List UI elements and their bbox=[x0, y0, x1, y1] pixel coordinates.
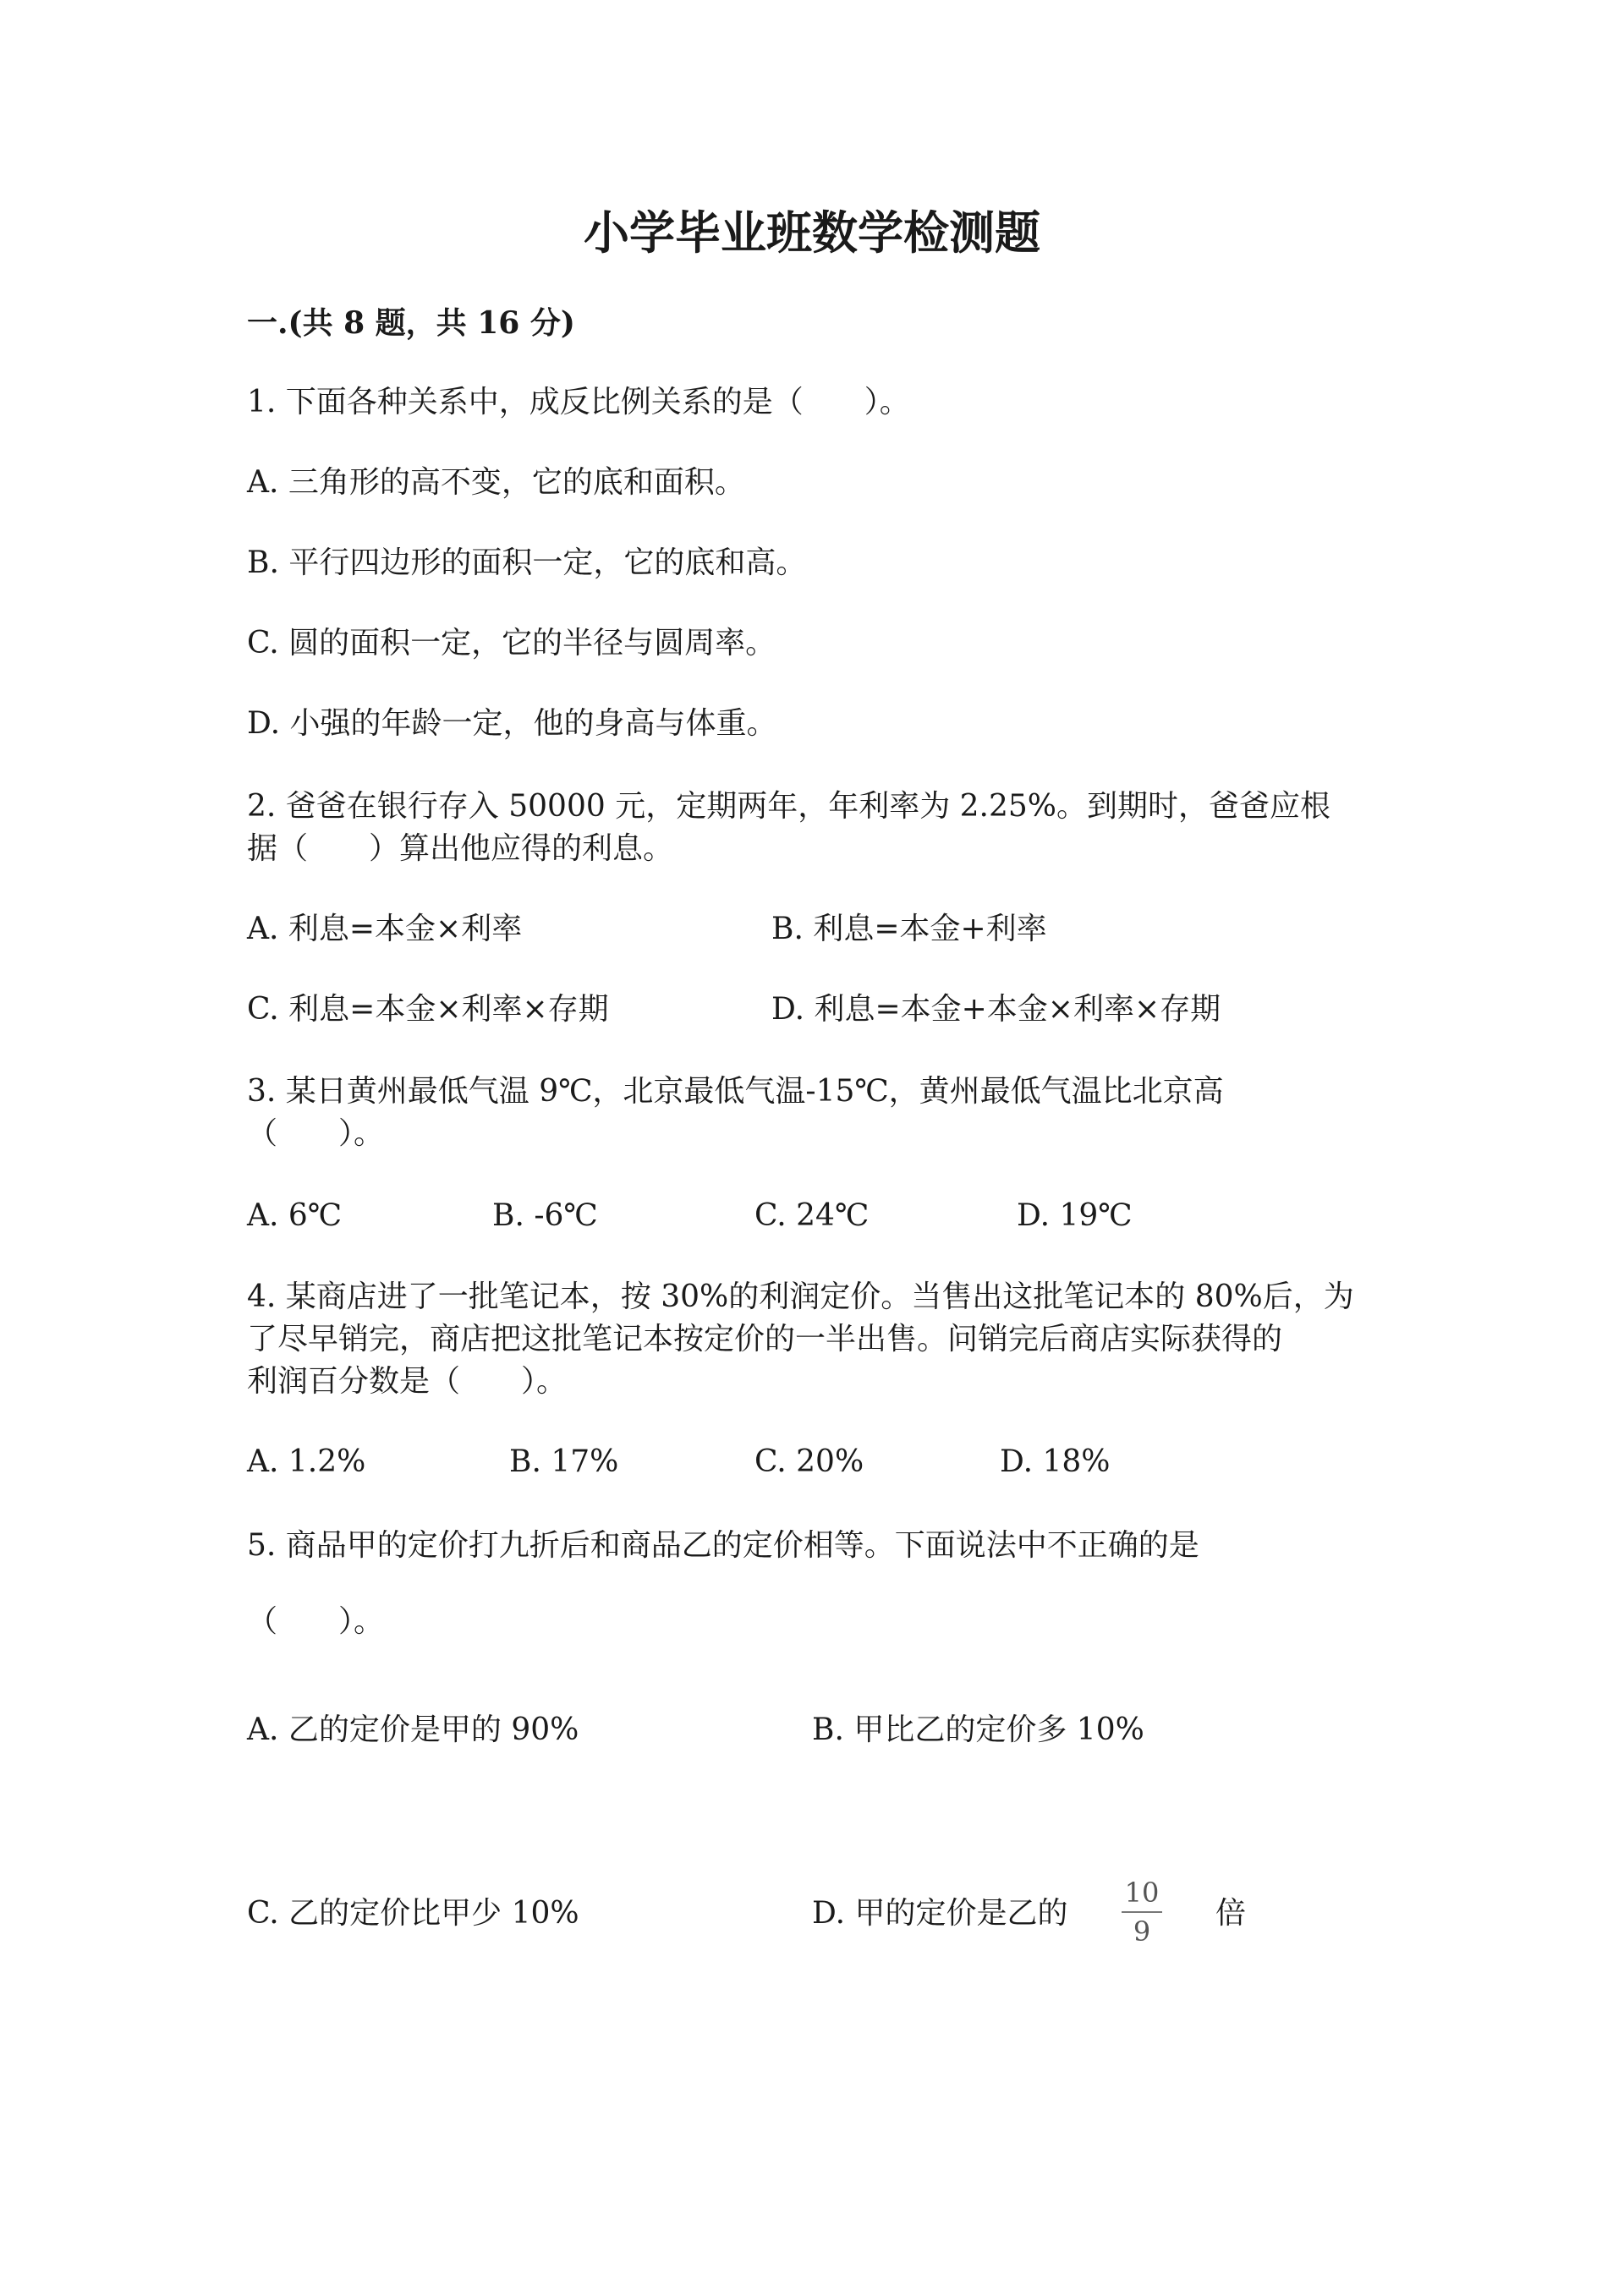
fraction-numerator: 10 bbox=[1124, 1877, 1160, 1909]
question-4-option-d: D. 18% bbox=[1000, 1444, 1111, 1479]
question-1-option-c: C. 圆的面积一定，它的半径与圆周率。 bbox=[247, 626, 776, 660]
question-4-stem-line-2: 了尽早销完，商店把这批笔记本按定价的一半出售。问销完后商店实际获得的 bbox=[247, 1322, 1283, 1356]
question-2-option-b: B. 利息=本金+利率 bbox=[771, 912, 1047, 946]
question-2-option-a: A. 利息=本金×利率 bbox=[247, 912, 523, 946]
question-2-option-d: D. 利息=本金+本金×利率×存期 bbox=[771, 992, 1221, 1027]
question-3-stem-line-2: （ ）。 bbox=[247, 1116, 385, 1151]
question-1-stem: 1. 下面各种关系中，成反比例关系的是（ ）。 bbox=[247, 385, 910, 419]
question-5-option-a: A. 乙的定价是甲的 90% bbox=[247, 1712, 579, 1747]
question-4-option-c: C. 20% bbox=[754, 1444, 864, 1479]
fraction-denominator: 9 bbox=[1133, 1915, 1151, 1948]
question-4-option-b: B. 17% bbox=[509, 1444, 619, 1479]
question-5-stem-line-2: （ ）。 bbox=[247, 1604, 385, 1639]
page-title: 小学毕业班数学检测题 bbox=[584, 205, 1040, 260]
question-2-stem-line-2: 据（ ）算出他应得的利息。 bbox=[247, 831, 674, 866]
question-3-option-d: D. 19℃ bbox=[1017, 1198, 1133, 1233]
question-2-stem-line-1: 2. 爸爸在银行存入 50000 元，定期两年，年利率为 2.25%。到期时，爸爸应根 bbox=[247, 789, 1331, 824]
question-3-option-b: B. -6℃ bbox=[492, 1198, 598, 1233]
fraction-bar bbox=[1122, 1911, 1162, 1913]
question-4-stem-line-3: 利润百分数是（ ）。 bbox=[247, 1364, 568, 1399]
question-4-stem-line-1: 4. 某商店进了一批笔记本，按 30%的利润定价。当售出这批笔记本的 80%后，为 bbox=[247, 1280, 1354, 1314]
fraction-ten-ninths bbox=[1116, 1877, 1167, 1947]
section-header: 一.(共 8 题，共 16 分) bbox=[247, 305, 575, 341]
question-1-option-a: A. 三角形的高不变，它的底和面积。 bbox=[247, 465, 745, 500]
question-3-option-a: A. 6℃ bbox=[247, 1198, 343, 1233]
question-5-option-d-suffix: 倍 bbox=[1215, 1896, 1247, 1931]
question-2-option-c: C. 利息=本金×利率×存期 bbox=[247, 992, 609, 1027]
question-3-option-c: C. 24℃ bbox=[754, 1198, 870, 1233]
question-5-option-b: B. 甲比乙的定价多 10% bbox=[812, 1712, 1144, 1747]
question-5-option-d: D. 甲的定价是乙的 bbox=[812, 1896, 1068, 1931]
question-1-option-b: B. 平行四边形的面积一定，它的底和高。 bbox=[247, 545, 807, 580]
question-3-stem-line-1: 3. 某日黄州最低气温 9℃，北京最低气温-15℃，黄州最低气温比北京高 bbox=[247, 1074, 1224, 1109]
question-5-option-c: C. 乙的定价比甲少 10% bbox=[247, 1896, 579, 1931]
question-5-stem-line-1: 5. 商品甲的定价打九折后和商品乙的定价相等。下面说法中不正确的是 bbox=[247, 1528, 1199, 1563]
question-1-option-d: D. 小强的年龄一定，他的身高与体重。 bbox=[247, 706, 777, 741]
question-4-option-a: A. 1.2% bbox=[247, 1444, 366, 1479]
